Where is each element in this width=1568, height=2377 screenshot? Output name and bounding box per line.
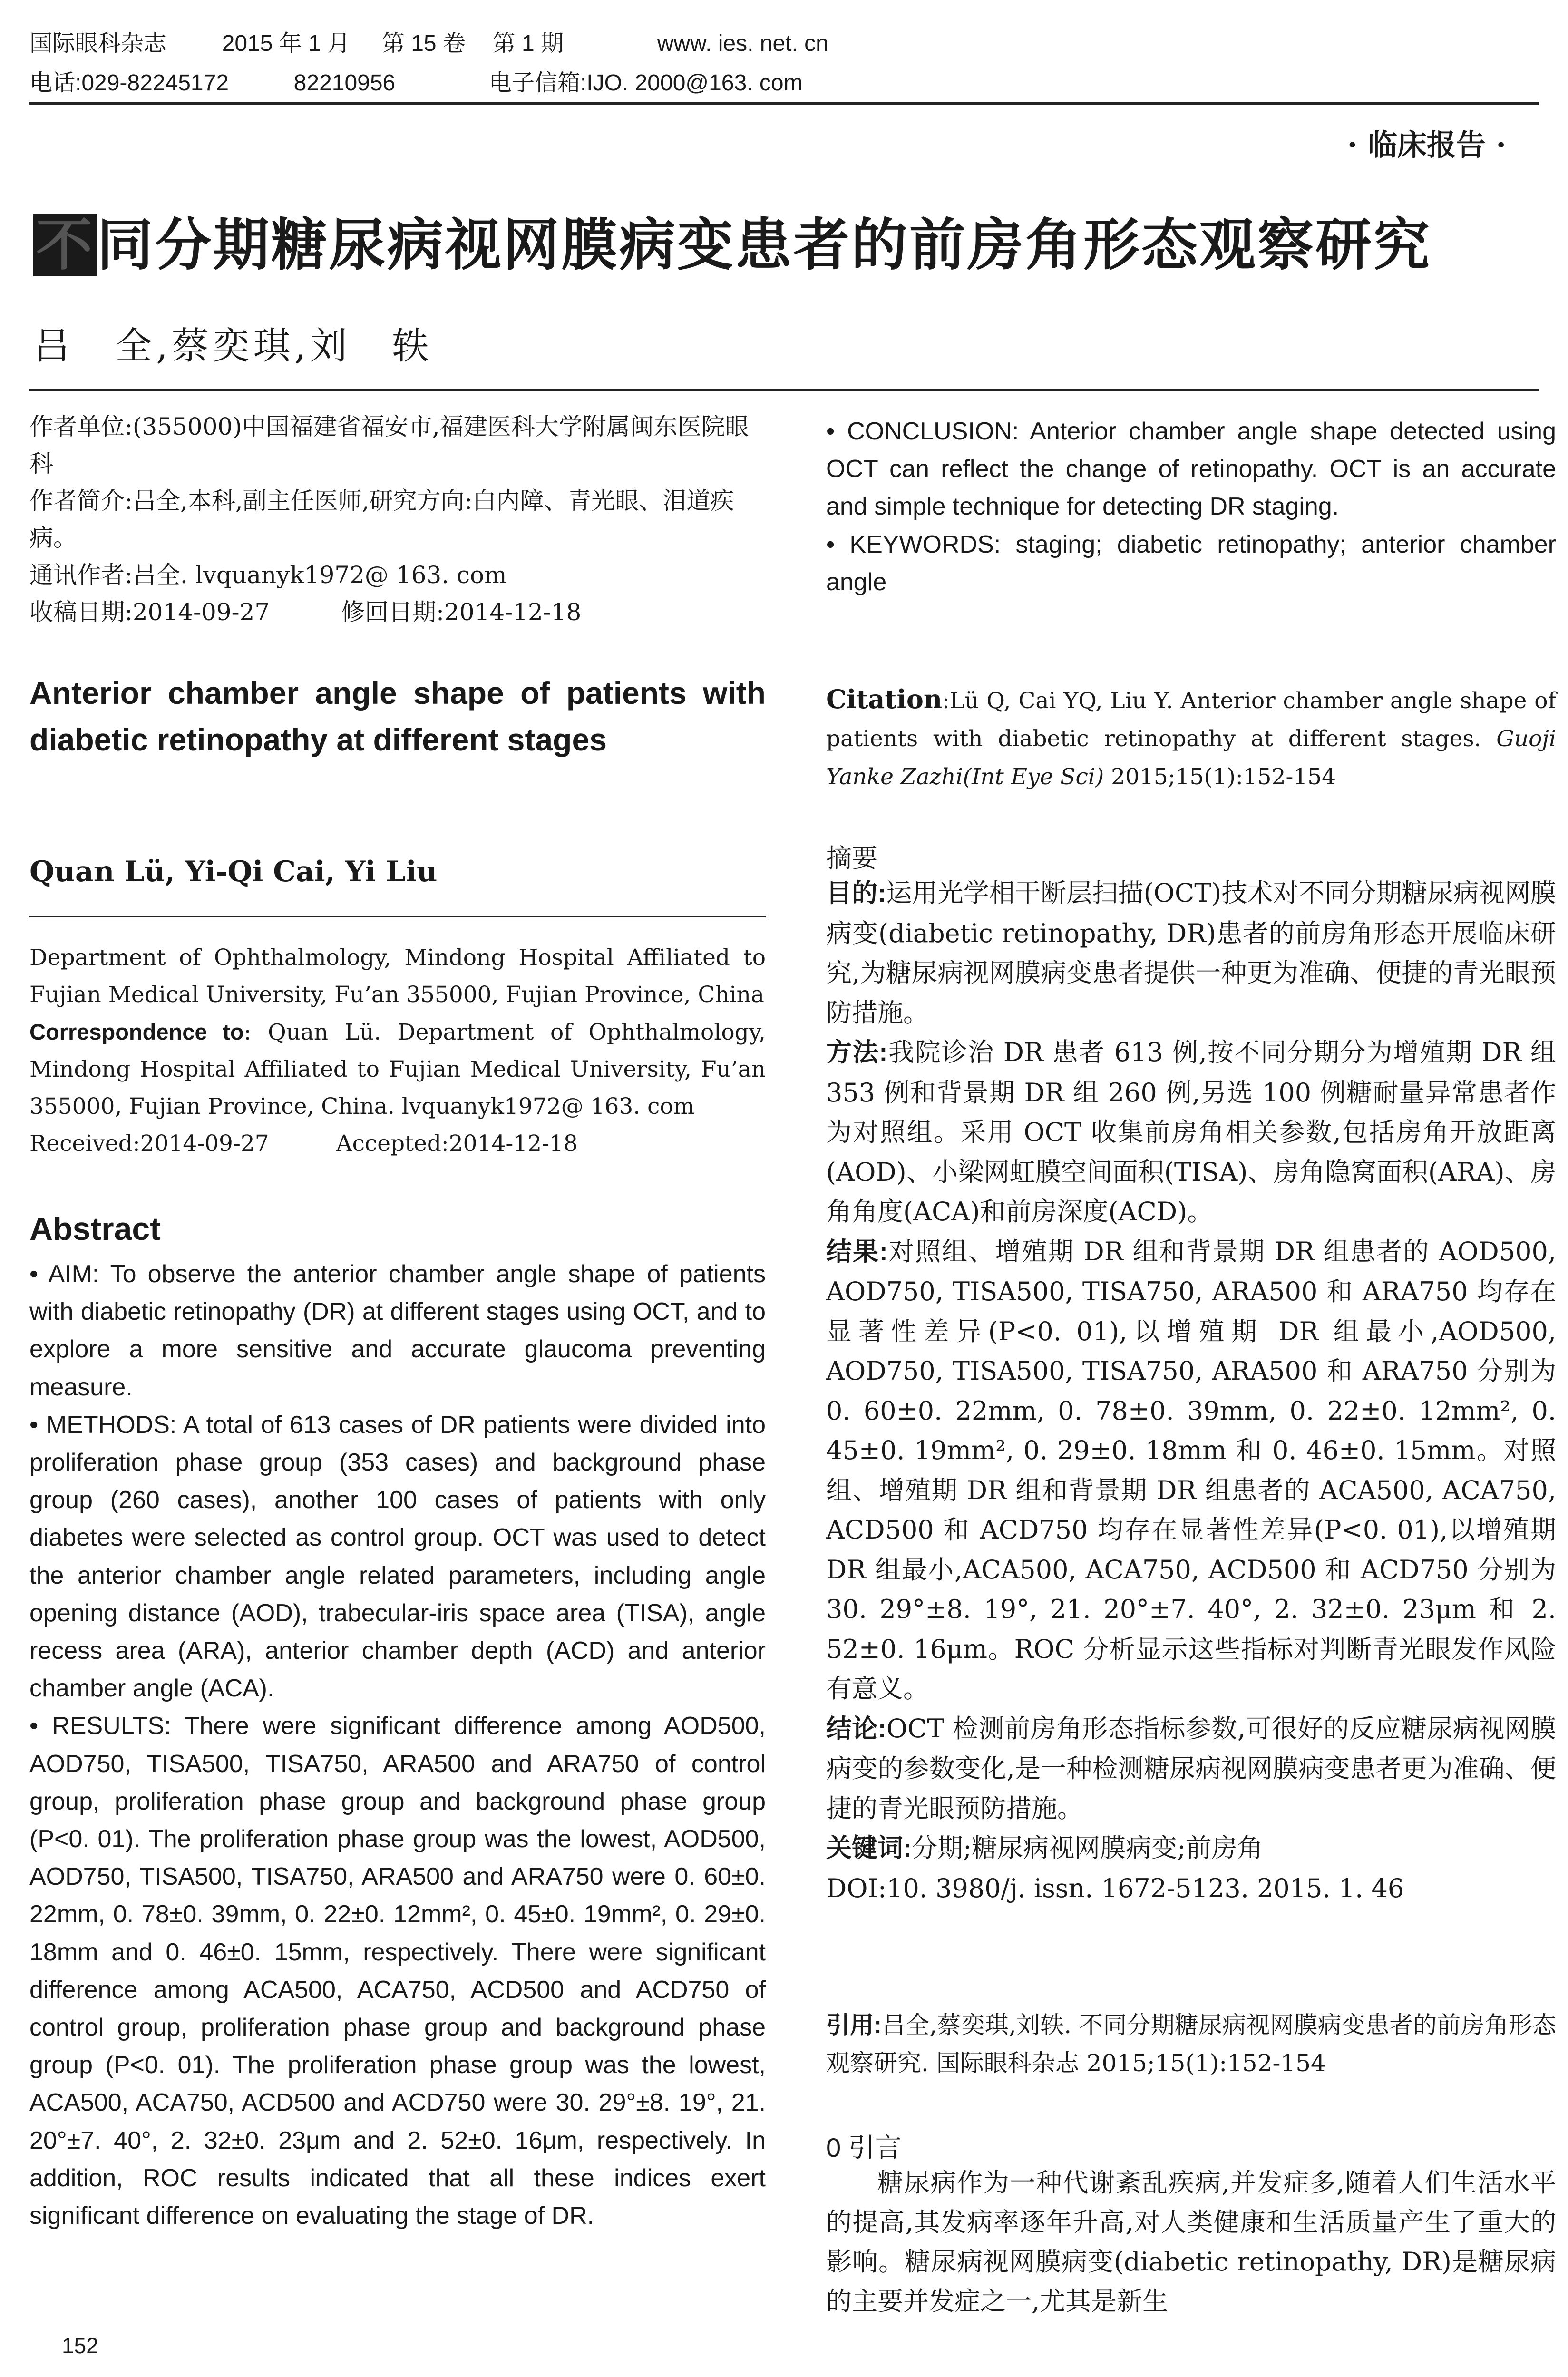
- cn-methods: [826, 1033, 1556, 1232]
- cn-results-text: 对照组、增殖期 DR 组和背景期 DR 组患者的 AOD500, AOD750, TISA500, TISA750, ARA500 和 ARA750 均存在显著性差异(P<0. 01),以增殖期 DR 组最小,AOD500, AOD750, TISA500, TISA750, ARA500 和 ARA750 分别为 0. 60±0. 22mm, 0. 78±0. 39mm, 0. 22±0. 12mm², 0. 45±0. 19mm², 0. 29±0. 18mm 和 0. 46±0. 15mm。对照组、增殖期 DR 组和背景期 DR 组患者的 ACA500, ACA750, ACD500 和 ACD750 均存在显著性差异(P<0. 01),以增殖期 DR 组最小,ACA500, ACA750, ACD500 和 ACD750 分别为 30. 29°±8. 19°, 21. 20°±7. 40°, 2. 32±0. 23μm 和 2. 52±0. 16μm。ROC 分析显示这些指标对判断青光眼发作风险有意义。: [826, 1236, 1557, 1704]
- abstract-conclusion: • CONCLUSION: Anterior chamber angle shape detected using OCT can reflect the change of retinopathy. OCT is an accurate and simple technique for detecting DR staging.: [826, 418, 1556, 521]
- authors-rule: [29, 389, 1539, 391]
- journal-email: 电子信箱:IJO. 2000@163. com: [488, 70, 803, 96]
- citation-text: :Lü Q, Cai YQ, Liu Y. Anterior chamber angle shape of patients with diabetic retinopathy at different stages.: [826, 688, 1556, 752]
- journal-phone-2: 82210956: [293, 70, 396, 96]
- english-title: Anterior chamber angle shape of patients with diabetic retinopathy at different stages: [29, 675, 766, 757]
- abstract-heading: Abstract: [29, 1211, 161, 1247]
- issue-date: 2015 年 1 月: [222, 31, 351, 56]
- english-affiliation: Department of Ophthalmology, Mindong Hospital Affiliated to Fujian Medical University, Fu’an 355000, Fujian Province, China: [29, 945, 766, 1008]
- journal-phone: 电话:029-82245172: [29, 70, 229, 96]
- chinese-abstract-heading: 摘要: [826, 844, 877, 873]
- cn-results-label: 结果:: [826, 1237, 888, 1266]
- journal-website: www. ies. net. cn: [657, 31, 828, 56]
- cn-aim-label: 目的:: [826, 879, 886, 907]
- page-number: 152: [62, 2333, 98, 2358]
- author-affiliation-cn: 作者单位:(355000)中国福建省福安市,福建医科大学附属闽东医院眼科: [29, 413, 749, 477]
- english-abstract-body: [29, 1256, 766, 2235]
- citation-tail: 2015;15(1):152-154: [1111, 764, 1336, 790]
- received-accepted: Received:2014-09-27 Accepted:2014-12-18: [29, 1130, 578, 1157]
- citation-journal: Guoji Yanke Zazhi(Int Eye Sci): [826, 726, 1556, 790]
- intro-paragraph: 糖尿病作为一种代谢紊乱疾病,并发症多,随着人们生活水平的提高,其发病率逐年升高,对人类健康和生活质量产生了重大的影响。糖尿病视网膜病变(diabetic retinopathy, DR)是糖尿病的主要并发症之一,尤其是新生: [826, 2168, 1556, 2316]
- abstract-aim: • AIM: To observe the anterior chamber angle shape of patients with diabetic retinopathy (DR) at different stages using OCT, and to explore a more sensitive and accurate glaucoma preventing measure.: [29, 1260, 766, 1401]
- english-abstract-continued: [826, 413, 1556, 601]
- cn-conclusion: [826, 1709, 1556, 1829]
- chinese-citation-label: 引用:: [826, 2012, 882, 2038]
- cn-aim-text: 运用光学相干断层扫描(OCT)技术对不同分期糖尿病视网膜病变(diabetic retinopathy, DR)患者的前房角形态开展临床研究,为糖尿病视网膜病变患者提供一种更为准确、便捷的青光眼预防措施。: [826, 878, 1556, 1028]
- issue-number: 第 1 期: [492, 31, 564, 56]
- abstract-results: • RESULTS: There were significant difference among AOD500, AOD750, TISA500, TISA750, ARA500 and ARA750 of control group, proliferation phase group and background phase group (P<0. 01). The proliferation phase group was the lowest, AOD500, AOD750, TISA500, TISA750, ARA500 and ARA750 were 0. 60±0. 22mm, 0. 78±0. 39mm, 0. 22±0. 12mm², 0. 45±0. 19mm², 0. 29±0. 18mm and 0. 46±0. 15mm, respectively. There were significant difference among ACA500, ACA750, ACD500 and ACD750 of control group, proliferation phase group and background phase group (P<0. 01). The proliferation phase group was the lowest, ACA500, ACA750, ACD500 and ACD750 were 30. 29°±8. 19°, 21. 20°±7. 40°, 2. 32±0. 23μm and 2. 52±0. 16μm, respectively. In addition, ROC results indicated that all these indices exert significant difference on evaluating the stage of DR.: [29, 1712, 766, 2230]
- title-text: 同分期糖尿病视网膜病变患者的前房角形态观察研究: [97, 214, 1432, 277]
- cn-aim: [826, 873, 1556, 1033]
- citation-block: [826, 680, 1556, 796]
- corresponding-author-cn: 通讯作者:吕全. lvquanyk1972@ 163. com: [29, 561, 507, 589]
- doi: DOI:10. 3980/j. issn. 1672-5123. 2015. 1. 46: [826, 1873, 1404, 1903]
- cn-keywords-text: 分期;糖尿病视网膜病变;前房角: [911, 1833, 1263, 1863]
- section-tag: · 临床报告 ·: [1347, 127, 1506, 162]
- cn-conclusion-label: 结论:: [826, 1714, 886, 1743]
- volume: 第 15 卷: [381, 31, 466, 56]
- cn-keywords-label: 关键词:: [826, 1834, 912, 1862]
- abstract-methods: • METHODS: A total of 613 cases of DR patients were divided into proliferation phase group (353 cases) and background phase group (260 cases), another 100 cases of patients with only diabetes were selected as control group. OCT was used to detect the anterior chamber angle related parameters, including angle opening distance (AOD), trabecular-iris space area (TISA), angle recess area (ARA), anterior chamber depth (ACD) and anterior chamber angle (ACA).: [29, 1411, 766, 1703]
- citation-label: Citation: [826, 684, 943, 714]
- correspondence-label: Correspondence to: [29, 1019, 244, 1044]
- title-first-char: 不: [33, 214, 97, 276]
- journal-header-line2: [29, 64, 803, 97]
- author-bio-cn: 作者简介:吕全,本科,副主任医师,研究方向:白内障、青光眼、泪道疾病。: [29, 487, 734, 552]
- header-rule: [29, 102, 1539, 105]
- correspondence: [29, 1013, 766, 1125]
- article-title: [33, 200, 1432, 281]
- cn-methods-text: 我院诊治 DR 患者 613 例,按不同分期分为增殖期 DR 组 353 例和背景期 DR 组 260 例,另选 100 例糖耐量异常患者作为对照组。采用 OCT 收集前房角相关参数,包括房角开放距离(AOD)、小梁网虹膜空间面积(TISA)、房角隐窝面积(ARA)、房角角度(ACA)和前房深度(ACD)。: [826, 1037, 1556, 1227]
- cn-keywords: [826, 1828, 1556, 1869]
- cn-conclusion-text: OCT 检测前房角形态指标参数,可很好的反应糖尿病视网膜病变的参数变化,是一种检测糖尿病视网膜病变患者更为准确、便捷的青光眼预防措施。: [826, 1713, 1557, 1823]
- english-affiliation-block: [29, 939, 766, 1162]
- abstract-keywords: • KEYWORDS: staging; diabetic retinopathy; anterior chamber angle: [826, 530, 1556, 596]
- author-info-block: [29, 408, 766, 631]
- correspondence-text: : Quan Lü. Department of Ophthalmology, Mindong Hospital Affiliated to Fujian Medical University, Fu’an 355000, Fujian Province, China. lvquanyk1972@ 163. com: [29, 1019, 766, 1120]
- journal-header-line1: [29, 25, 828, 58]
- authors-cn: 吕 全,蔡奕琪,刘 轶: [33, 325, 433, 368]
- english-authors-rule: [29, 916, 766, 917]
- chinese-citation: [826, 2006, 1556, 2082]
- chinese-abstract-body: [826, 873, 1556, 1908]
- cn-methods-label: 方法:: [826, 1038, 888, 1067]
- intro-heading: 0 引言: [826, 2133, 902, 2163]
- journal-name: 国际眼科杂志: [29, 31, 167, 56]
- cn-results: [826, 1232, 1556, 1709]
- dates-cn: 收稿日期:2014-09-27 修回日期:2014-12-18: [29, 598, 582, 626]
- chinese-citation-text: 吕全,蔡奕琪,刘轶. 不同分期糖尿病视网膜病变患者的前房角形态观察研究. 国际眼科杂志 2015;15(1):152-154: [826, 2011, 1556, 2077]
- english-authors: Quan Lü, Yi-Qi Cai, Yi Liu: [29, 855, 438, 888]
